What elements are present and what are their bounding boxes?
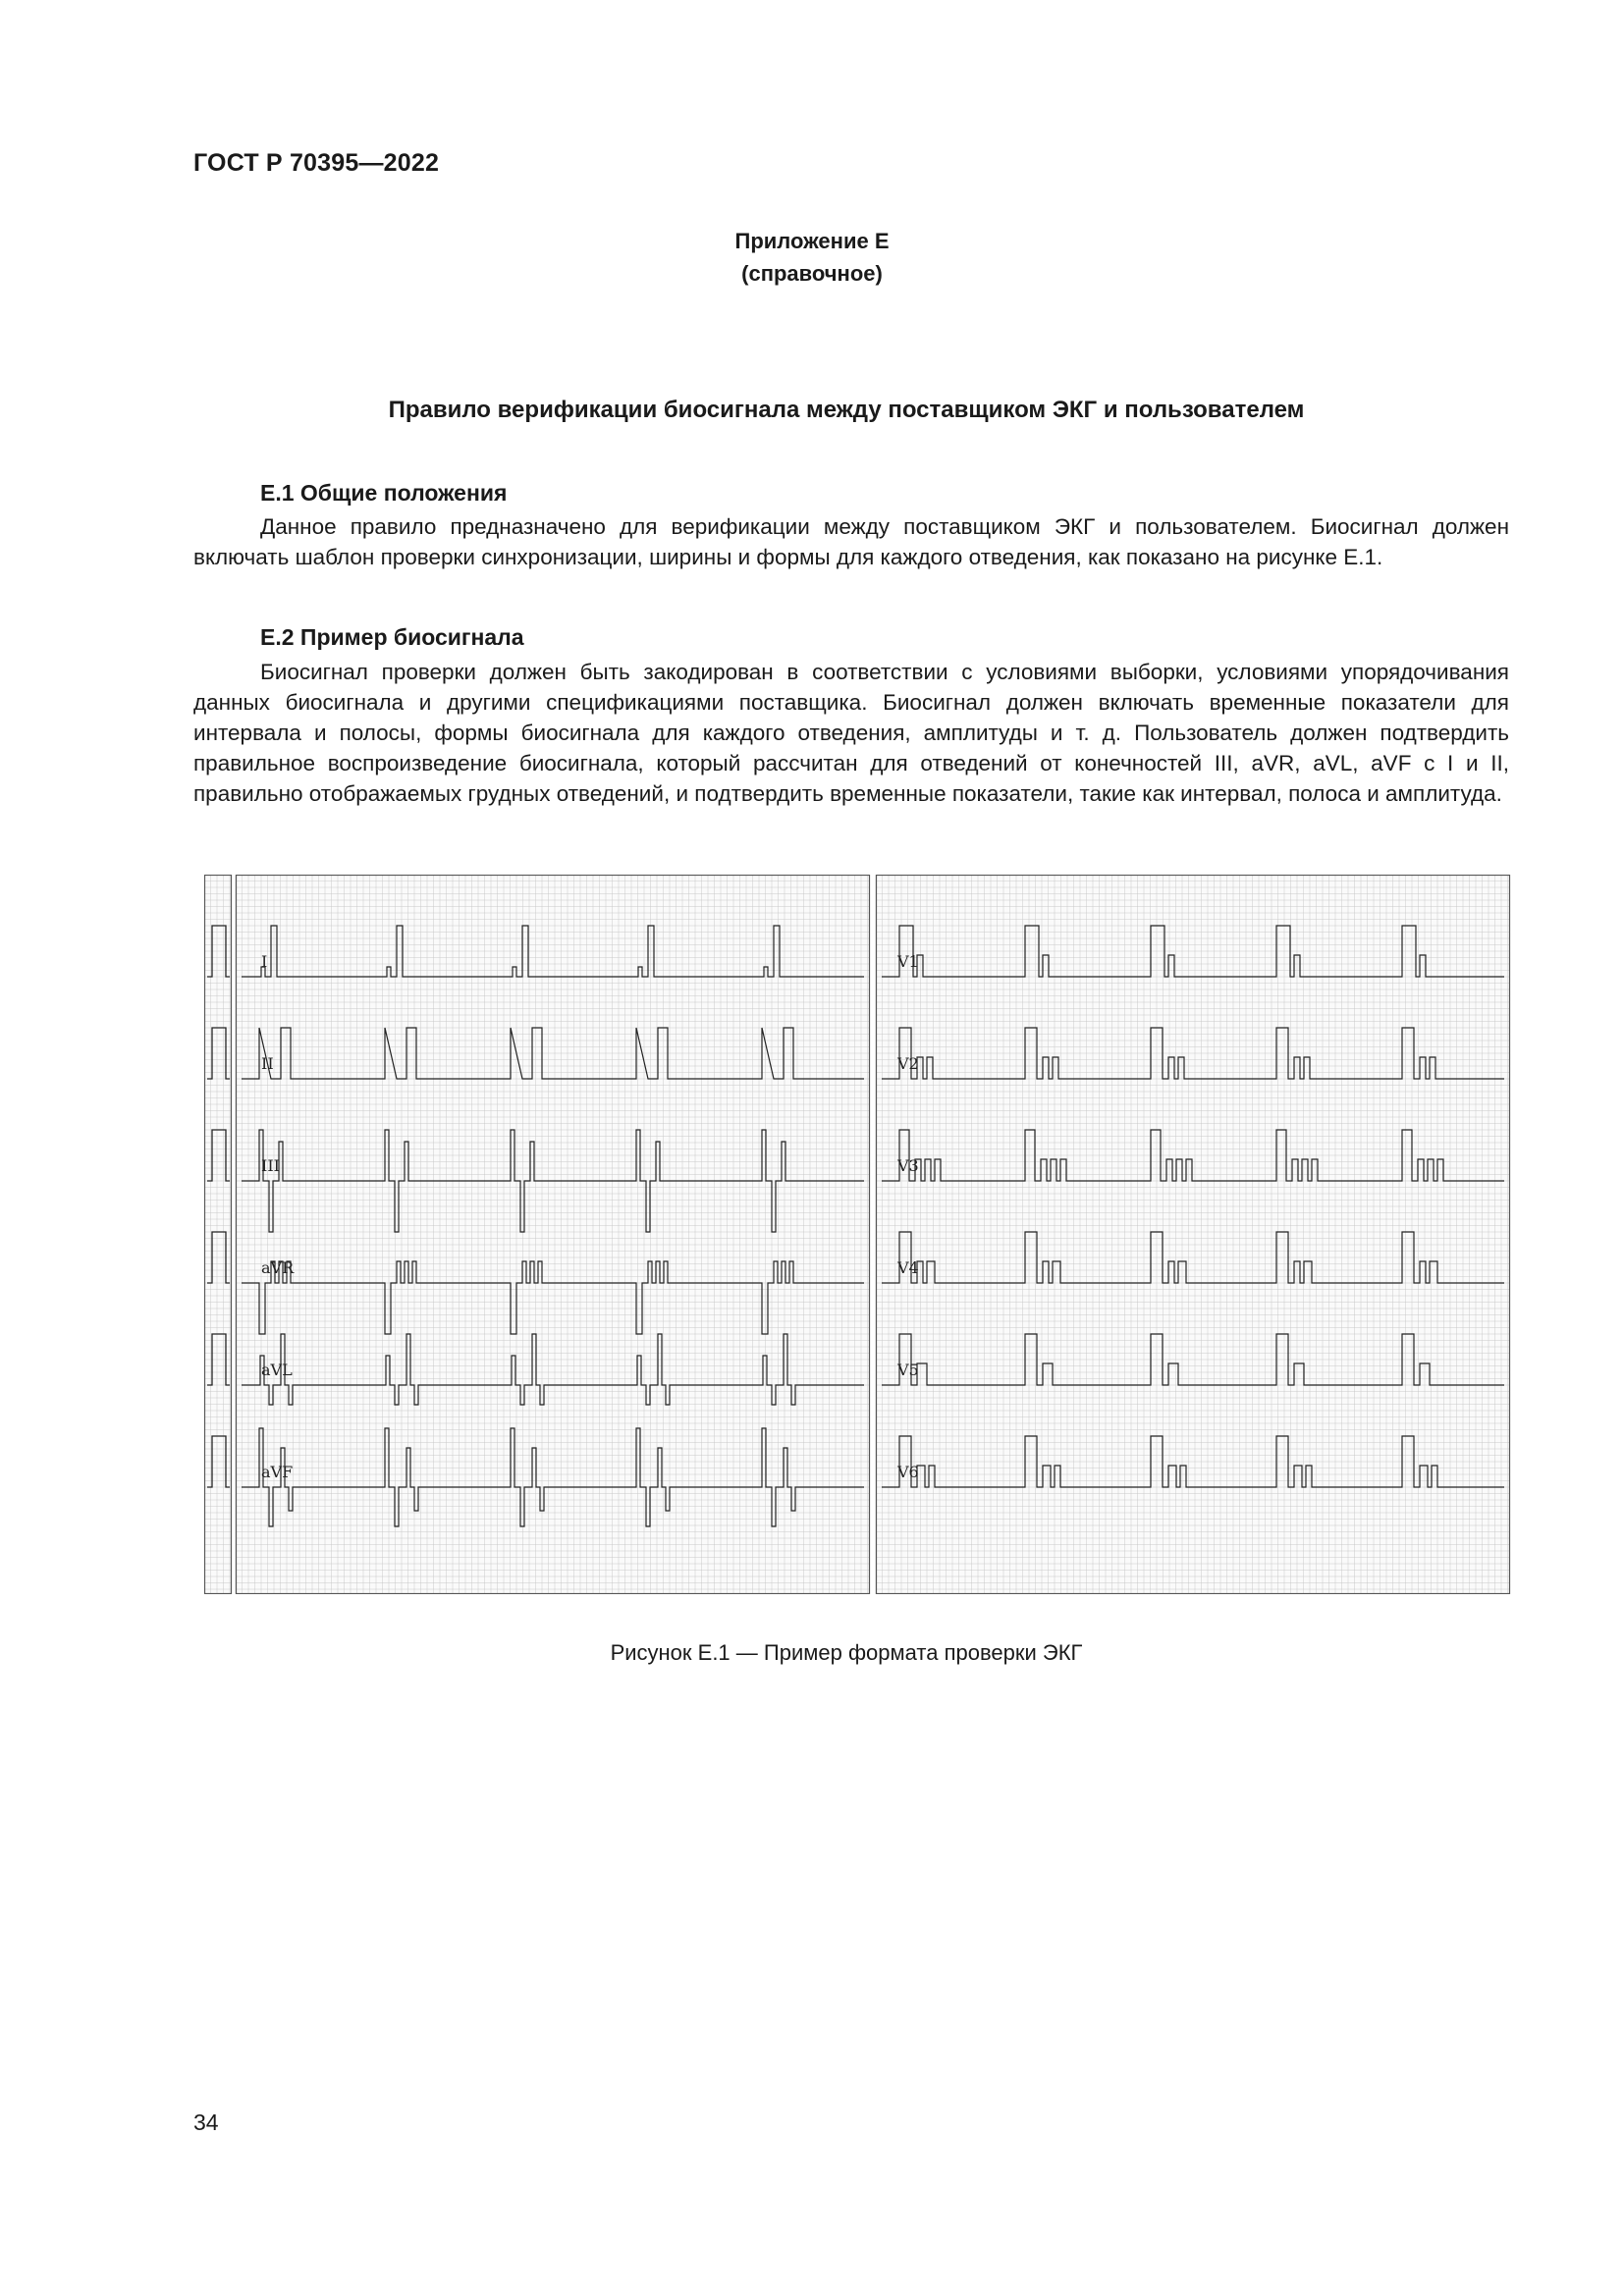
lead-label-iii: III [261, 1156, 280, 1175]
page-number: 34 [193, 2109, 219, 2135]
lead-label-ii: II [261, 1054, 274, 1073]
page-title: Правило верификации биосигнала между поставщиком ЭКГ и пользователем [388, 397, 1305, 423]
lead-label-v1: V1 [897, 952, 919, 971]
appendix-title: Приложение Е [734, 229, 890, 253]
figure-caption: Рисунок Е.1 — Пример формата проверки ЭКГ [610, 1640, 1083, 1665]
section-heading-e2: Е.2 Пример биосигнала [260, 624, 524, 650]
lead-label-v5: V5 [897, 1361, 919, 1379]
document-header: ГОСТ Р 70395—2022 [193, 149, 440, 177]
lead-label-v4: V4 [897, 1258, 919, 1277]
section-text-e1-body: Данное правило предназначено для верификации между поставщиком ЭКГ и пользователем. Биосигнал должен включать шаблон проверки синхронизации, ширины и формы для каждого отведения, как показано на рисунке Е.1. [193, 514, 1509, 569]
lead-label-avf: aVF [261, 1463, 294, 1481]
calibration-panel-bg [204, 875, 232, 1594]
lead-label-i: I [261, 952, 268, 971]
section-text-e1 [193, 511, 1509, 572]
lead-label-v6: V6 [897, 1463, 919, 1481]
section-text-e2 [193, 657, 1509, 809]
chest-leads-panel-bg [876, 875, 1510, 1594]
ecg-figure [204, 875, 1514, 1594]
lead-label-avl: aVL [261, 1361, 293, 1379]
limb-leads-panel-bg [236, 875, 870, 1594]
appendix-subtitle: (справочное) [741, 261, 883, 286]
lead-label-v3: V3 [897, 1156, 919, 1175]
section-text-e2-body: Биосигнал проверки должен быть закодирован в соответствии с условиями выборки, условиями упорядочивания данных биосигнала и другими спецификациями поставщика. Биосигнал должен включать временные показатели для интервала и полосы, формы биосигнала для каждого отведения, амплитуды и т. д. Пользователь должен подтвердить правильное воспроизведение биосигнала, который рассчитан для отведений от конечностей III, aVR, aVL, aVF с I и II, правильно отображаемых грудных отведений, и подтвердить временные показатели, такие как интервал, полоса и амплитуда. [193, 660, 1509, 806]
section-heading-e1: Е.1 Общие положения [260, 480, 508, 506]
lead-label-v2: V2 [897, 1054, 919, 1073]
lead-label-avr: aVR [261, 1258, 295, 1277]
